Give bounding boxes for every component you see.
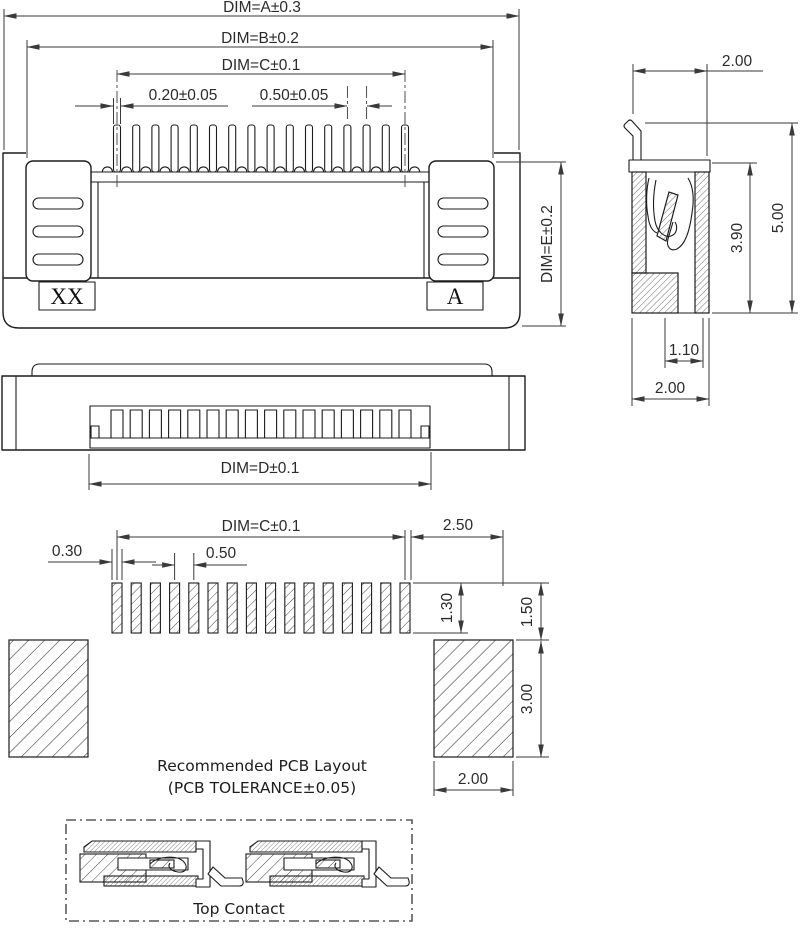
pcb-pad xyxy=(131,583,141,633)
pcb-dim-anchorwidth-label: 2.00 xyxy=(457,771,489,788)
latch-right-slot xyxy=(438,254,488,265)
latch-right-slot xyxy=(438,226,488,237)
comb-arc xyxy=(179,167,189,172)
pcb-pad xyxy=(227,583,237,633)
tooth xyxy=(130,410,142,438)
comb-arc xyxy=(352,167,362,172)
pcb-pad xyxy=(246,583,256,633)
tooth xyxy=(188,410,200,438)
pcb-caption-line2: (PCB TOLERANCE±0.05) xyxy=(167,779,357,797)
dim-c-label: DIM=C±0.1 xyxy=(221,57,301,74)
comb-arc xyxy=(333,167,343,172)
pin xyxy=(363,125,370,172)
latch-left-slot xyxy=(33,198,83,209)
dim-d-label: DIM=D±0.1 xyxy=(220,460,300,477)
pin xyxy=(190,125,197,172)
dim-pinwidth-label: 0.20±0.05 xyxy=(148,87,218,104)
comb-arc xyxy=(122,167,132,172)
tooth xyxy=(265,410,277,438)
pcb-dim-anchorheight-label: 3.00 xyxy=(519,683,536,715)
comb-arc xyxy=(160,167,170,172)
pcb-pad xyxy=(285,583,295,633)
pcb-pad xyxy=(323,583,333,633)
front-view xyxy=(2,364,525,490)
dim-e-label: DIM=E±0.2 xyxy=(539,205,556,283)
contact-detail-caption: Top Contact xyxy=(193,900,285,918)
dim-bottomwidth-label: 2.00 xyxy=(654,380,686,397)
pin xyxy=(267,125,274,172)
pcb-pad xyxy=(400,583,410,633)
latch-right-slot xyxy=(438,198,488,209)
comb-arc xyxy=(237,167,247,172)
tooth xyxy=(207,410,219,438)
tooth xyxy=(226,410,238,438)
pin xyxy=(210,125,217,172)
contact-section-right xyxy=(246,841,409,887)
latch-left-slot xyxy=(33,254,83,265)
pcb-dim-c-label: DIM=C±0.1 xyxy=(221,518,301,535)
tooth xyxy=(380,410,392,438)
contact-bottom-shell xyxy=(104,876,198,886)
pin xyxy=(325,125,332,172)
marking-right-label: A xyxy=(446,284,464,309)
comb-arc xyxy=(256,167,266,172)
pin xyxy=(133,125,140,172)
housing-wall-left xyxy=(632,172,646,273)
pcb-dim-clearance-label: 1.50 xyxy=(519,596,536,628)
latch-left-slot xyxy=(33,226,83,237)
pcb-pad xyxy=(112,583,122,633)
pcb-layout xyxy=(9,517,549,797)
pin-mount-bar xyxy=(91,172,430,182)
front-hook-left xyxy=(91,426,99,438)
pcb-caption-line1: Recommended PCB Layout xyxy=(157,757,367,775)
pcb-pad xyxy=(170,583,180,633)
front-hook-right xyxy=(421,426,429,438)
comb-arc xyxy=(218,167,228,172)
tooth xyxy=(341,410,353,438)
pin xyxy=(306,125,313,172)
actuator-cap xyxy=(629,160,710,172)
comb-arc xyxy=(102,167,112,172)
body-cavity xyxy=(98,182,424,278)
housing-base xyxy=(632,273,678,313)
dim-bodyheight-label: 3.90 xyxy=(729,222,746,254)
dim-slot-label: 1.10 xyxy=(668,342,700,359)
comb-arc xyxy=(410,167,420,172)
pcb-pad xyxy=(189,583,199,633)
pin xyxy=(248,125,255,172)
housing-wall-right xyxy=(695,172,709,313)
fpc-tail xyxy=(624,120,641,161)
tooth xyxy=(169,410,181,438)
pcb-pad xyxy=(362,583,372,633)
contact-section-left xyxy=(80,841,243,887)
contact-front-hook xyxy=(196,841,210,887)
comb-arc xyxy=(294,167,304,172)
pin xyxy=(152,125,159,172)
top-view-plan xyxy=(3,0,566,328)
pcb-pad xyxy=(208,583,218,633)
pcb-dim-offset-label: 2.50 xyxy=(442,517,474,534)
tooth xyxy=(303,410,315,438)
tooth xyxy=(245,410,257,438)
dim-pinpitch-label: 0.50±0.05 xyxy=(259,87,329,104)
pcb-dim-padwidth-label: 0.30 xyxy=(51,543,83,560)
pcb-pad xyxy=(266,583,276,633)
comb-arc xyxy=(275,167,285,172)
pin-comb xyxy=(102,125,419,172)
pcb-pad-row xyxy=(112,583,410,633)
pcb-pad xyxy=(304,583,314,633)
tooth xyxy=(149,410,161,438)
pcb-dim-padheight-label: 1.30 xyxy=(439,592,456,624)
tooth xyxy=(284,410,296,438)
pin xyxy=(171,125,178,172)
pcb-anchor-pad-left xyxy=(9,640,88,757)
pcb-anchor-pad-right xyxy=(434,640,513,757)
dim-height-label: 5.00 xyxy=(770,202,787,234)
pcb-pad xyxy=(381,583,391,633)
pin xyxy=(382,125,389,172)
pin xyxy=(229,125,236,172)
contact-solder-lead xyxy=(208,867,243,886)
pcb-dim-pitch-label: 0.50 xyxy=(205,545,237,562)
tooth xyxy=(322,410,334,438)
comb-arc xyxy=(314,167,324,172)
contact-detail xyxy=(66,820,412,921)
marking-left-label: XX xyxy=(50,284,84,309)
contact-top-shell xyxy=(84,841,196,852)
dim-topwidth-label: 2.00 xyxy=(721,53,753,70)
tooth xyxy=(361,410,373,438)
pin xyxy=(344,125,351,172)
dim-b-label: DIM=B±0.2 xyxy=(221,30,299,47)
comb-arc xyxy=(141,167,151,172)
tooth xyxy=(111,410,123,438)
comb-arc xyxy=(198,167,208,172)
side-section-view xyxy=(624,53,798,406)
tooth xyxy=(399,410,411,438)
pin xyxy=(286,125,293,172)
pcb-pad xyxy=(342,583,352,633)
comb-arc xyxy=(371,167,381,172)
comb-arc xyxy=(390,167,400,172)
pcb-pad xyxy=(150,583,160,633)
dim-a-label: DIM=A±0.3 xyxy=(223,0,301,16)
